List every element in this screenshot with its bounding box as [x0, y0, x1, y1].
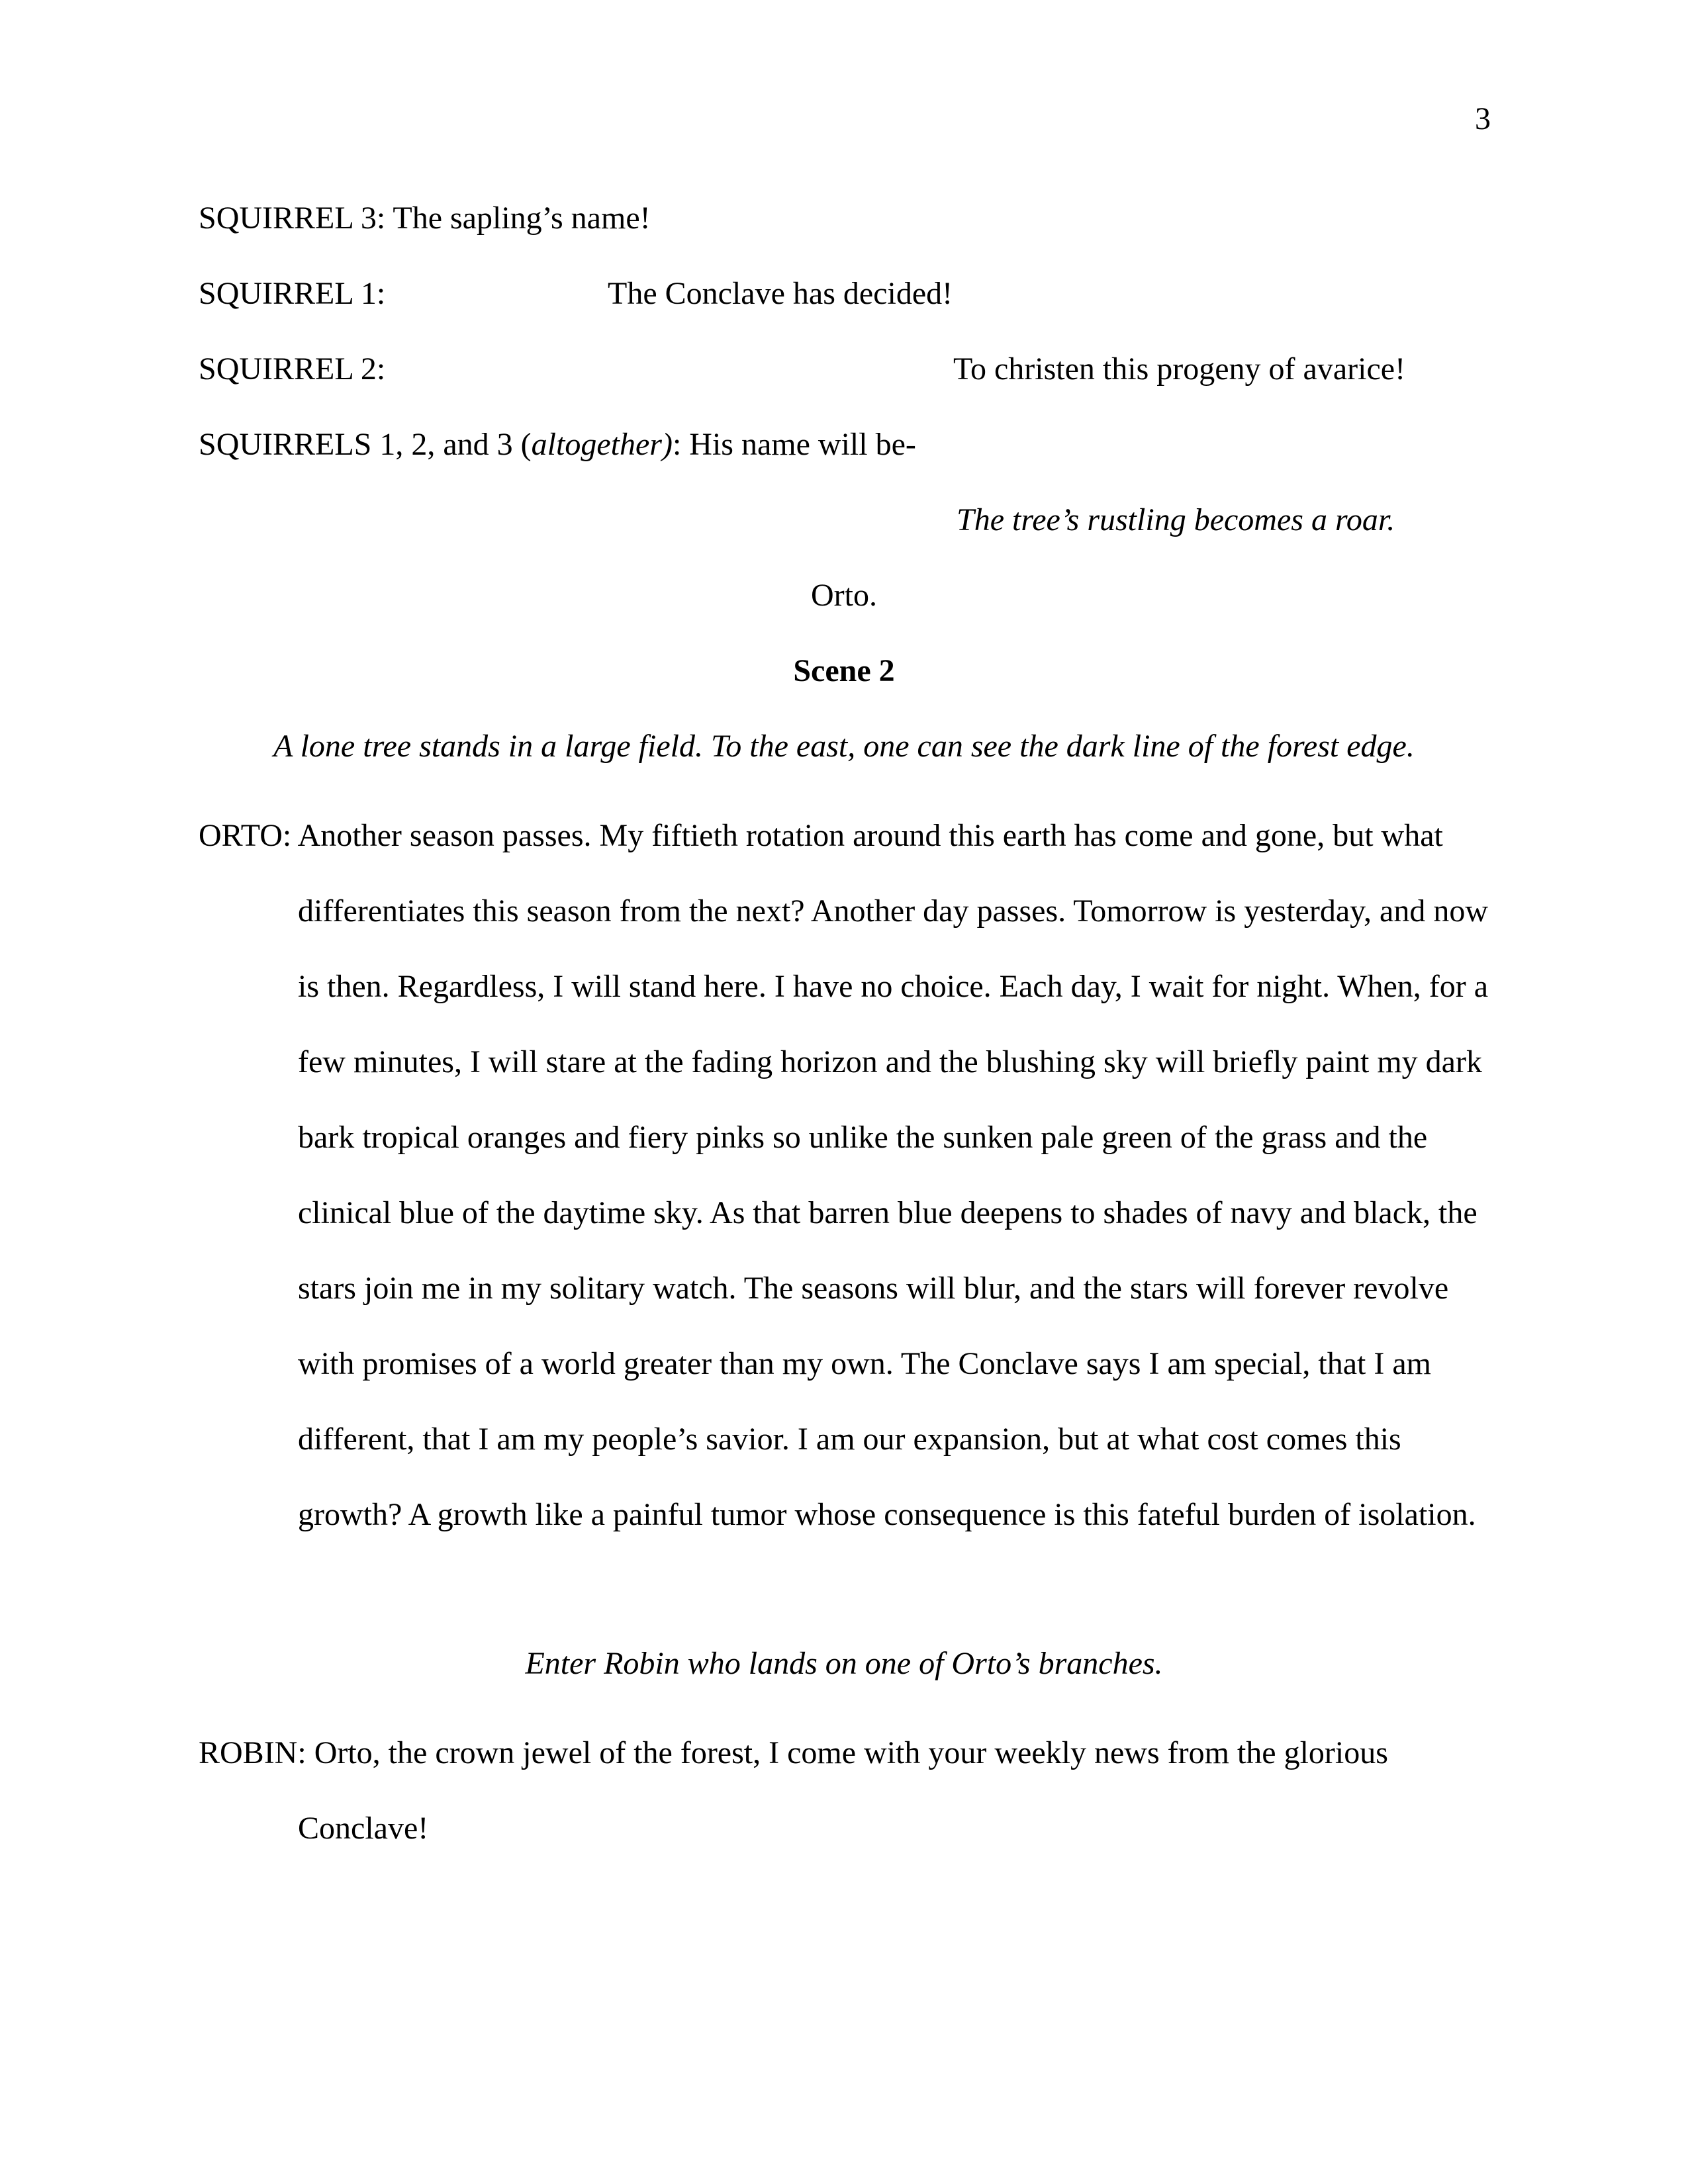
dialogue-text-squirrels-all: : His name will be-	[672, 427, 916, 462]
stage-direction-rustling: The tree’s rustling becomes a roar.	[957, 502, 1395, 537]
dialogue-squirrel-3	[199, 199, 651, 238]
speaker-squirrel-3: SQUIRREL 3:	[199, 201, 386, 236]
scene-heading: Scene 2	[793, 653, 895, 688]
speaker-squirrels-all: SQUIRRELS 1, 2, and 3 (	[199, 427, 532, 462]
dialogue-text-squirrel-1: The Conclave has decided!	[608, 276, 953, 311]
stage-direction-robin-enters: Enter Robin who lands on one of Orto’s branches.	[525, 1646, 1163, 1681]
speaker-robin: ROBIN:	[199, 1735, 306, 1770]
name-line-orto: Orto.	[811, 578, 877, 613]
dialogue-text-orto: Another season passes. My fiftieth rotation around this earth has come and gone, but what differentiates this season from the next? Another day passes. Tomorrow is yesterday, and now is then. Regardless, I will stand here. I have no choice. Each day, I wait for night. When, for a few minutes, I will stare at the fading horizon and the blushing sky will briefly paint my dark bark tropical oranges and fiery pinks so unlike the sunken pale green of the grass and the clinical blue of the daytime sky. As that barren blue deepens to shades of navy and black, the stars join me in my solitary watch. The seasons will blur, and the stars will forever revolve with promises of a world greater than my own. The Conclave says I am special, that I am different, that I am my people’s savior. I am our expansion, but at what cost comes this growth? A growth like a painful tumor whose consequence is this fateful burden of isolation.	[297, 818, 1489, 1532]
dialogue-robin	[199, 1715, 1489, 1866]
dialogue-text-squirrel-2: To christen this progeny of avarice!	[953, 351, 1406, 387]
speaker-orto: ORTO:	[199, 818, 292, 853]
speaker-squirrel-2: SQUIRREL 2:	[199, 351, 386, 387]
page-number: 3	[1475, 101, 1491, 136]
stage-direction-altogether: altogether)	[531, 427, 673, 462]
dialogue-text-robin: Orto, the crown jewel of the forest, I come with your weekly news from the glorious Conclave!	[298, 1735, 1388, 1846]
dialogue-squirrels-all	[199, 425, 916, 465]
dialogue-text-squirrel-3: The sapling’s name!	[393, 201, 651, 236]
speaker-squirrel-1: SQUIRREL 1:	[199, 276, 386, 311]
scene-setting: A lone tree stands in a large field. To the east, one can see the dark line of the forest edge.	[273, 729, 1415, 764]
dialogue-orto	[199, 798, 1489, 1553]
